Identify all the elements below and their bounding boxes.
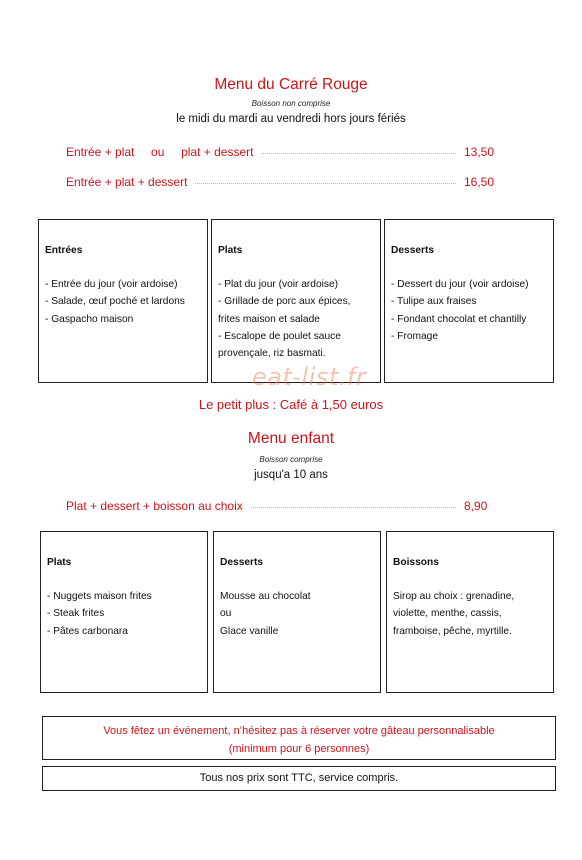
price-notice-box (42, 766, 556, 791)
kids-formula-row (66, 498, 498, 514)
extra-offer: Le petit plus : Café à 1,50 euros (198, 397, 384, 412)
kids-drink-note: Boisson comprise (259, 455, 323, 464)
menu-item: - Gaspacho maison (45, 313, 134, 325)
menu-item: - Nuggets maison frites (47, 591, 152, 603)
menu-item: - Fondant chocolat et chantilly (391, 313, 527, 325)
event-notice-line: (minimum pour 6 personnes) (228, 743, 370, 755)
menu-item: Mousse au chocolat (220, 591, 311, 603)
kids-boissons-box (386, 531, 554, 693)
formula-price: 16,50 (464, 175, 495, 189)
menu-item: frites maison et salade (218, 313, 320, 325)
menu-item: Sirop au choix : grenadine, (393, 591, 515, 603)
formula-price: 8,90 (464, 499, 488, 513)
event-notice-box (42, 716, 556, 760)
menu-item: Glace vanille (220, 625, 279, 637)
menu-item: provençale, riz basmati. (218, 348, 326, 360)
column-heading: Desserts (391, 245, 435, 256)
column-heading: Entrées (45, 245, 83, 256)
formula-label: Plat + dessert + boisson au choix (66, 499, 243, 513)
column-heading: Desserts (220, 557, 264, 568)
formula-row (66, 174, 498, 190)
dotted-leader (195, 183, 456, 184)
dotted-leader (251, 507, 456, 508)
kids-plats-box (40, 531, 208, 693)
drink-note: Boisson non comprise (251, 99, 331, 108)
menu-item: ou (220, 608, 232, 620)
menu-item: - Steak frites (47, 608, 105, 620)
formula-row (66, 144, 498, 160)
column-heading: Plats (47, 557, 72, 568)
plats-box (211, 219, 381, 383)
entrees-box (38, 219, 208, 383)
column-heading: Boissons (393, 557, 439, 568)
menu-item: - Salade, œuf poché et lardons (45, 296, 185, 308)
menu-item: - Dessert du jour (voir ardoise) (391, 279, 529, 291)
menu-item: - Entrée du jour (voir ardoise) (45, 279, 178, 291)
formula-price: 13,50 (464, 145, 495, 159)
column-heading: Plats (218, 245, 243, 256)
menu-item: - Escalope de poulet sauce (218, 330, 341, 342)
menu-item: - Tulipe aux fraises (391, 296, 477, 308)
watermark-logo: eat-list.fr (252, 363, 367, 391)
availability-text: le midi du mardi au vendredi hors jours fériés (176, 113, 406, 125)
kids-desserts-box (213, 531, 381, 693)
desserts-box (384, 219, 554, 383)
menu-item: - Plat du jour (voir ardoise) (218, 279, 339, 291)
kids-menu-title: Menu enfant (247, 430, 335, 447)
menu-item: violette, menthe, cassis, (393, 608, 502, 620)
menu-item: - Grillade de porc aux épices, (218, 296, 351, 308)
menu-title: Menu du Carré Rouge (214, 76, 368, 93)
menu-item: - Pâtes carbonara (47, 625, 128, 637)
price-notice: Tous nos prix sont TTC, service compris. (199, 772, 399, 784)
formula-label: Entrée + plat + dessert (66, 175, 188, 189)
menu-item: - Fromage (391, 330, 438, 342)
kids-age-limit: jusqu'a 10 ans (254, 469, 328, 481)
menu-item: framboise, pêche, myrtille. (393, 625, 512, 637)
formula-label: Entrée + plat ou plat + dessert (66, 145, 254, 159)
event-notice-line: Vous fêtez un événement, n’hésitez pas à réserver votre gâteau personnalisable (103, 725, 495, 737)
dotted-leader (261, 153, 456, 154)
